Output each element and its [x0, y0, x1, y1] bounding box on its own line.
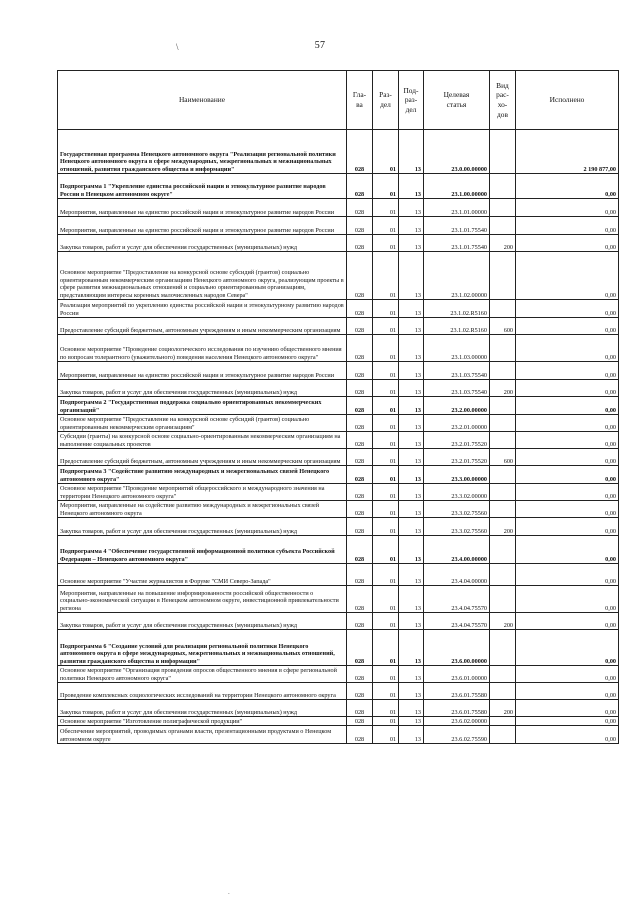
cell-target-article: 23.1.00.00000 [424, 174, 490, 199]
cell-chapter: 028 [347, 449, 373, 466]
cell-chapter: 028 [347, 397, 373, 415]
cell-section: 01 [373, 564, 399, 586]
cell-subsection: 13 [399, 335, 424, 362]
cell-name: Мероприятия, направленные на повышение информированности российской общественности о социально-экономической ситуации в Ненецком автономном округе, инвестиционной привлекательности региона [58, 586, 347, 613]
header-section: Раз- дел [373, 71, 399, 130]
cell-section: 01 [373, 630, 399, 666]
cell-subsection: 13 [399, 380, 424, 397]
header-target-article: Целевая статья [424, 71, 490, 130]
cell-name: Подпрограмма 1 "Укрепление единства российской нации и этнокультурное развитие народов России в Ненецком автономном округе" [58, 174, 347, 199]
cell-target-article: 23.2.01.00000 [424, 415, 490, 432]
cell-target-article: 23.6.01.75580 [424, 700, 490, 717]
table-row [58, 484, 619, 501]
cell-expense-type [490, 726, 516, 744]
table-row [58, 666, 619, 683]
cell-name: Основное мероприятие "Организация проведения опросов общественного мнения в сфере региональной политики Ненецкого автономного округа" [58, 666, 347, 683]
table-row [58, 174, 619, 199]
cell-target-article: 23.2.01.75520 [424, 432, 490, 449]
cell-chapter: 028 [347, 252, 373, 300]
cell-expense-type [490, 362, 516, 380]
cell-subsection: 13 [399, 564, 424, 586]
cell-executed: 0,00 [516, 300, 619, 318]
cell-section: 01 [373, 683, 399, 700]
table-row [58, 415, 619, 432]
cell-chapter: 028 [347, 518, 373, 536]
cell-name: Мероприятия, направленные на единство российской нации и этнокультурное развитие народов России [58, 217, 347, 235]
cell-executed: 0,00 [516, 449, 619, 466]
cell-expense-type [490, 217, 516, 235]
cell-section: 01 [373, 717, 399, 726]
cell-name: Реализация мероприятий по укреплению единства российской нации и этнокультурному развитию народов России [58, 300, 347, 318]
cell-section: 01 [373, 700, 399, 717]
cell-executed: 0,00 [516, 613, 619, 630]
table-row [58, 536, 619, 564]
cell-section: 01 [373, 432, 399, 449]
header-subsection: Под- раз- дел [399, 71, 424, 130]
page-number: 57 [314, 40, 326, 51]
cell-section: 01 [373, 518, 399, 536]
cell-chapter: 028 [347, 300, 373, 318]
table-row [58, 217, 619, 235]
table-row [58, 564, 619, 586]
table-row [58, 432, 619, 449]
cell-name: Предоставление субсидий бюджетным, автономным учреждениям и иным некоммерческим организациям [58, 318, 347, 335]
cell-executed: 0,00 [516, 586, 619, 613]
table-row [58, 252, 619, 300]
cell-chapter: 028 [347, 318, 373, 335]
cell-name: Закупка товаров, работ и услуг для обеспечения государственных (муниципальных) нужд [58, 380, 347, 397]
table-row [58, 700, 619, 717]
cell-section: 01 [373, 318, 399, 335]
cell-chapter: 028 [347, 174, 373, 199]
cell-expense-type: 200 [490, 380, 516, 397]
cell-expense-type [490, 252, 516, 300]
cell-section: 01 [373, 130, 399, 174]
cell-expense-type: 200 [490, 613, 516, 630]
cell-name: Основное мероприятие "Изготовление полиграфической продукции" [58, 717, 347, 726]
cell-target-article: 23.6.00.00000 [424, 630, 490, 666]
cell-section: 01 [373, 586, 399, 613]
cell-expense-type [490, 199, 516, 217]
cell-subsection: 13 [399, 217, 424, 235]
cell-target-article: 23.2.00.00000 [424, 397, 490, 415]
cell-expense-type [490, 717, 516, 726]
cell-subsection: 13 [399, 700, 424, 717]
cell-section: 01 [373, 613, 399, 630]
cell-executed: 0,00 [516, 466, 619, 484]
cell-executed: 0,00 [516, 700, 619, 717]
table-row [58, 362, 619, 380]
cell-executed: 0,00 [516, 362, 619, 380]
table-row [58, 130, 619, 174]
cell-name: Основное мероприятие "Участие журналистов в Форуме "СМИ Северо-Запада" [58, 564, 347, 586]
cell-expense-type [490, 501, 516, 518]
cell-subsection: 13 [399, 235, 424, 252]
cell-expense-type [490, 335, 516, 362]
cell-name: Основное мероприятие "Предоставление на конкурсной основе субсидий (грантов) социально ориентированным некоммерческим организациям Ненецкого автономного округа, реализующим проекты в сфере развития межнациональных отношений и социально ориентированным организациям, представляющим интересы коренных малочисленных народов Севера" [58, 252, 347, 300]
cell-executed: 0,00 [516, 683, 619, 700]
cell-executed: 0,00 [516, 199, 619, 217]
cell-chapter: 028 [347, 217, 373, 235]
cell-name: Подпрограмма 3 "Содействие развитию международных и межрегиональных связей Ненецкого автономного округа" [58, 466, 347, 484]
cell-name: Закупка товаров, работ и услуг для обеспечения государственных (муниципальных) нужд [58, 235, 347, 252]
cell-executed: 0,00 [516, 397, 619, 415]
cell-section: 01 [373, 484, 399, 501]
cell-target-article: 23.4.04.75570 [424, 586, 490, 613]
cell-expense-type [490, 536, 516, 564]
cell-name: Мероприятия, направленные на единство российской нации и этнокультурное развитие народов России [58, 362, 347, 380]
cell-executed: 0,00 [516, 335, 619, 362]
cell-name: Подпрограмма 2 "Государственная поддержка социально ориентированных некоммерческих организаций" [58, 397, 347, 415]
cell-subsection: 13 [399, 415, 424, 432]
cell-chapter: 028 [347, 466, 373, 484]
cell-expense-type [490, 397, 516, 415]
cell-expense-type [490, 130, 516, 174]
cell-subsection: 13 [399, 683, 424, 700]
cell-subsection: 13 [399, 536, 424, 564]
cell-expense-type [490, 683, 516, 700]
table-row [58, 335, 619, 362]
cell-name: Государственная программа Ненецкого автономного округа "Реализация региональной политики Ненецкого автономного округа в сфере международных, межрегиональных и межнациональных отношений, развития гражданского общества и информации" [58, 130, 347, 174]
cell-name: Закупка товаров, работ и услуг для обеспечения государственных (муниципальных) нужд [58, 518, 347, 536]
cell-expense-type [490, 586, 516, 613]
cell-target-article: 23.1.03.00000 [424, 335, 490, 362]
cell-chapter: 028 [347, 717, 373, 726]
cell-executed: 0,00 [516, 484, 619, 501]
cell-chapter: 028 [347, 362, 373, 380]
cell-chapter: 028 [347, 536, 373, 564]
table-row [58, 586, 619, 613]
cell-name: Основное мероприятие "Проведение мероприятий общероссийского и международного значения на территории Ненецкого автономного округа" [58, 484, 347, 501]
table-row [58, 726, 619, 744]
cell-target-article: 23.1.01.00000 [424, 199, 490, 217]
cell-subsection: 13 [399, 586, 424, 613]
cell-section: 01 [373, 217, 399, 235]
cell-subsection: 13 [399, 362, 424, 380]
table-header-row [58, 71, 619, 130]
cell-section: 01 [373, 726, 399, 744]
table-row [58, 518, 619, 536]
cell-chapter: 028 [347, 199, 373, 217]
cell-executed: 0,00 [516, 318, 619, 335]
cell-section: 01 [373, 335, 399, 362]
cell-name: Подпрограмма 6 "Создание условий для реализации региональной политики Ненецкого автономного округа в сфере международных, межрегиональных и межнациональных отношений, развития гражданского общества и информации" [58, 630, 347, 666]
cell-section: 01 [373, 666, 399, 683]
cell-target-article: 23.4.04.75570 [424, 613, 490, 630]
cell-executed: 0,00 [516, 432, 619, 449]
cell-expense-type: 200 [490, 235, 516, 252]
table-row [58, 199, 619, 217]
table-row [58, 397, 619, 415]
cell-target-article: 23.6.01.75580 [424, 683, 490, 700]
cell-subsection: 13 [399, 432, 424, 449]
table-row [58, 300, 619, 318]
cell-chapter: 028 [347, 335, 373, 362]
table-row [58, 613, 619, 630]
cell-executed: 0,00 [516, 726, 619, 744]
cell-subsection: 13 [399, 501, 424, 518]
cell-chapter: 028 [347, 630, 373, 666]
cell-name: Подпрограмма 4 "Обеспечение государственной информационной политики субъекта Российской Федерации – Ненецкого автономного округа" [58, 536, 347, 564]
cell-expense-type [490, 466, 516, 484]
cell-target-article: 23.1.03.75540 [424, 380, 490, 397]
cell-chapter: 028 [347, 501, 373, 518]
cell-chapter: 028 [347, 380, 373, 397]
cell-name: Закупка товаров, работ и услуг для обеспечения государственных (муниципальных) нужд [58, 613, 347, 630]
cell-chapter: 028 [347, 130, 373, 174]
header-expense-type: Вид рас- хо- дов [490, 71, 516, 130]
table-row [58, 717, 619, 726]
cell-section: 01 [373, 252, 399, 300]
table-row [58, 683, 619, 700]
cell-expense-type: 200 [490, 700, 516, 717]
cell-name: Закупка товаров, работ и услуг для обеспечения государственных (муниципальных) нужд [58, 700, 347, 717]
cell-executed: 0,00 [516, 564, 619, 586]
cell-section: 01 [373, 174, 399, 199]
cell-executed: 0,00 [516, 717, 619, 726]
header-chapter: Гла- ва [347, 71, 373, 130]
cell-subsection: 13 [399, 318, 424, 335]
cell-target-article: 23.3.02.75560 [424, 501, 490, 518]
cell-subsection: 13 [399, 174, 424, 199]
cell-executed: 0,00 [516, 518, 619, 536]
cell-chapter: 028 [347, 683, 373, 700]
cell-chapter: 028 [347, 235, 373, 252]
cell-expense-type [490, 564, 516, 586]
cell-subsection: 13 [399, 252, 424, 300]
cell-name: Субсидии (гранты) на конкурсной основе социально-ориентированным некоммерческим организациям на выполнение социальных проектов [58, 432, 347, 449]
cell-chapter: 028 [347, 666, 373, 683]
cell-name: Основное мероприятие "Проведение социологического исследования по изучению общественного мнения по вопросам толерантного (уважительного) поведения населения Ненецкого автономного округа" [58, 335, 347, 362]
cell-target-article: 23.2.01.75520 [424, 449, 490, 466]
cell-name: Обеспечение мероприятий, проводимых органами власти, презентационными продуктами о Ненецком автономном округе [58, 726, 347, 744]
cell-target-article: 23.1.02.R5160 [424, 318, 490, 335]
cell-chapter: 028 [347, 484, 373, 501]
cell-expense-type [490, 432, 516, 449]
cell-section: 01 [373, 235, 399, 252]
cell-name: Основное мероприятие "Предоставление на конкурсной основе субсидий (грантов) социально ориентированным некоммерческим организациям" [58, 415, 347, 432]
cell-expense-type [490, 174, 516, 199]
cell-target-article: 23.1.01.75540 [424, 235, 490, 252]
cell-subsection: 13 [399, 130, 424, 174]
table-row [58, 501, 619, 518]
cell-target-article: 23.3.00.00000 [424, 466, 490, 484]
cell-target-article: 23.1.02.R5160 [424, 300, 490, 318]
cell-target-article: 23.6.02.75590 [424, 726, 490, 744]
cell-chapter: 028 [347, 432, 373, 449]
cell-subsection: 13 [399, 726, 424, 744]
header-executed: Исполнено [516, 71, 619, 130]
cell-chapter: 028 [347, 726, 373, 744]
cell-expense-type [490, 484, 516, 501]
cell-subsection: 13 [399, 397, 424, 415]
cell-executed: 0,00 [516, 252, 619, 300]
cell-target-article: 23.3.02.75560 [424, 518, 490, 536]
cell-chapter: 028 [347, 586, 373, 613]
table-row [58, 235, 619, 252]
cell-subsection: 13 [399, 300, 424, 318]
cell-chapter: 028 [347, 700, 373, 717]
cell-section: 01 [373, 397, 399, 415]
cell-target-article: 23.3.02.00000 [424, 484, 490, 501]
cell-target-article: 23.0.00.00000 [424, 130, 490, 174]
cell-target-article: 23.1.03.75540 [424, 362, 490, 380]
cell-section: 01 [373, 449, 399, 466]
table-row [58, 630, 619, 666]
cell-section: 01 [373, 466, 399, 484]
cell-executed: 0,00 [516, 630, 619, 666]
cell-subsection: 13 [399, 630, 424, 666]
cell-expense-type [490, 666, 516, 683]
cell-target-article: 23.6.01.00000 [424, 666, 490, 683]
cell-expense-type [490, 415, 516, 432]
cell-chapter: 028 [347, 415, 373, 432]
scan-mark: \ [176, 42, 179, 52]
cell-executed: 2 190 877,00 [516, 130, 619, 174]
cell-name: Проведение комплексных социологических исследований на территории Ненецкого автономного округа [58, 683, 347, 700]
cell-subsection: 13 [399, 449, 424, 466]
cell-subsection: 13 [399, 613, 424, 630]
cell-executed: 0,00 [516, 217, 619, 235]
cell-section: 01 [373, 300, 399, 318]
header-name: Наименование [58, 71, 347, 130]
cell-executed: 0,00 [516, 501, 619, 518]
cell-subsection: 13 [399, 484, 424, 501]
cell-expense-type: 200 [490, 518, 516, 536]
cell-executed: 0,00 [516, 235, 619, 252]
cell-subsection: 13 [399, 466, 424, 484]
table-row [58, 380, 619, 397]
cell-section: 01 [373, 536, 399, 564]
cell-expense-type [490, 300, 516, 318]
cell-executed: 0,00 [516, 174, 619, 199]
cell-subsection: 13 [399, 518, 424, 536]
cell-name: Мероприятия, направленные на единство российской нации и этнокультурное развитие народов России [58, 199, 347, 217]
cell-expense-type: 600 [490, 318, 516, 335]
cell-executed: 0,00 [516, 380, 619, 397]
cell-name: Мероприятия, направленные на содействие развитию международных и межрегиональных связей Ненецкого автономного округа [58, 501, 347, 518]
cell-subsection: 13 [399, 199, 424, 217]
cell-chapter: 028 [347, 613, 373, 630]
cell-target-article: 23.4.00.00000 [424, 536, 490, 564]
bottom-mark: . [228, 888, 230, 896]
cell-expense-type [490, 630, 516, 666]
budget-execution-table [57, 70, 619, 744]
cell-target-article: 23.4.04.00000 [424, 564, 490, 586]
table-row [58, 466, 619, 484]
cell-section: 01 [373, 380, 399, 397]
cell-target-article: 23.6.02.00000 [424, 717, 490, 726]
cell-name: Предоставление субсидий бюджетным, автономным учреждениям и иным некоммерческим организациям [58, 449, 347, 466]
cell-executed: 0,00 [516, 666, 619, 683]
cell-executed: 0,00 [516, 536, 619, 564]
cell-section: 01 [373, 199, 399, 217]
table-row [58, 318, 619, 335]
cell-subsection: 13 [399, 717, 424, 726]
table-row [58, 449, 619, 466]
cell-executed: 0,00 [516, 415, 619, 432]
cell-section: 01 [373, 501, 399, 518]
cell-section: 01 [373, 362, 399, 380]
cell-subsection: 13 [399, 666, 424, 683]
cell-chapter: 028 [347, 564, 373, 586]
cell-target-article: 23.1.01.75540 [424, 217, 490, 235]
cell-expense-type: 600 [490, 449, 516, 466]
cell-target-article: 23.1.02.00000 [424, 252, 490, 300]
cell-section: 01 [373, 415, 399, 432]
